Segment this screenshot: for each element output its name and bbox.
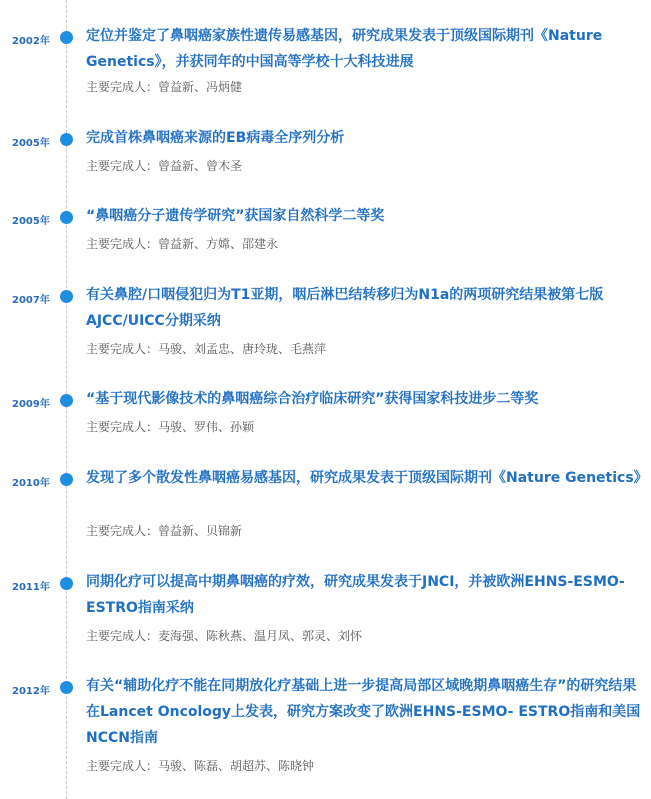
timeline-dot-icon	[60, 681, 73, 694]
entry-people: 主要完成人：马骏、刘孟忠、唐玲珑、毛燕萍	[86, 342, 327, 356]
timeline-dot-icon	[60, 577, 73, 590]
entry-people: 主要完成人：曾益新、方嫦、邵建永	[86, 237, 279, 251]
entry-year: 2009年	[12, 399, 50, 410]
timeline-dot-icon	[60, 31, 73, 44]
entry-people: 主要完成人：曾益新、曾木圣	[86, 159, 243, 173]
timeline-dot-icon	[60, 473, 73, 486]
entry-people: 主要完成人：马骏、罗伟、孙颖	[86, 420, 255, 434]
entry-year: 2011年	[12, 582, 50, 593]
entry-title: 发现了多个散发性鼻咽癌易感基因，研究成果发表于顶级国际期刊《Nature Genetics》	[86, 470, 648, 486]
timeline-dot-icon	[60, 211, 73, 224]
timeline-dot-icon	[60, 394, 73, 407]
entry-title: 有关鼻腔/口咽侵犯归为T1亚期，咽后淋巴结转移归为N1a的两项研究结果被第七版AJCC/UICC分期采纳	[86, 287, 604, 329]
entry-people: 主要完成人：麦海强、陈秋燕、温月凤、郭灵、刘怀	[86, 629, 363, 643]
entry-year: 2002年	[12, 36, 50, 47]
entry-title: “基于现代影像技术的鼻咽癌综合治疗临床研究”获得国家科技进步二等奖	[86, 391, 539, 407]
entry-title: 定位并鉴定了鼻咽癌家族性遗传易感基因，研究成果发表于顶级国际期刊《Nature Genetics》，并获同年的中国高等学校十大科技进展	[86, 28, 603, 70]
entry-year: 2005年	[12, 216, 50, 227]
entry-people: 主要完成人：曾益新、贝锦新	[86, 524, 243, 538]
timeline-dot-icon	[60, 290, 73, 303]
entry-title: 有关“辅助化疗不能在同期放化疗基础上进一步提高局部区域晚期鼻咽癌生存”的研究结果在Lancet Oncology上发表，研究方案改变了欧洲EHNS-ESMO- ESTRO指南和美国NCCN指南	[86, 678, 641, 746]
entry-people: 主要完成人：曾益新、冯炳健	[86, 80, 243, 94]
timeline-dot-icon	[60, 133, 73, 146]
entry-title: 完成首株鼻咽癌来源的EB病毒全序列分析	[86, 130, 345, 146]
entry-year: 2005年	[12, 138, 50, 149]
entry-year: 2007年	[12, 295, 50, 306]
entry-title: 同期化疗可以提高中期鼻咽癌的疗效，研究成果发表于JNCI，并被欧洲EHNS-ESMO- ESTRO指南采纳	[86, 574, 625, 616]
entry-year: 2010年	[12, 478, 50, 489]
entry-title: “鼻咽癌分子遗传学研究”获国家自然科学二等奖	[86, 208, 385, 224]
entry-people: 主要完成人：马骏、陈磊、胡超苏、陈晓钟	[86, 759, 315, 773]
entry-year: 2012年	[12, 686, 50, 697]
